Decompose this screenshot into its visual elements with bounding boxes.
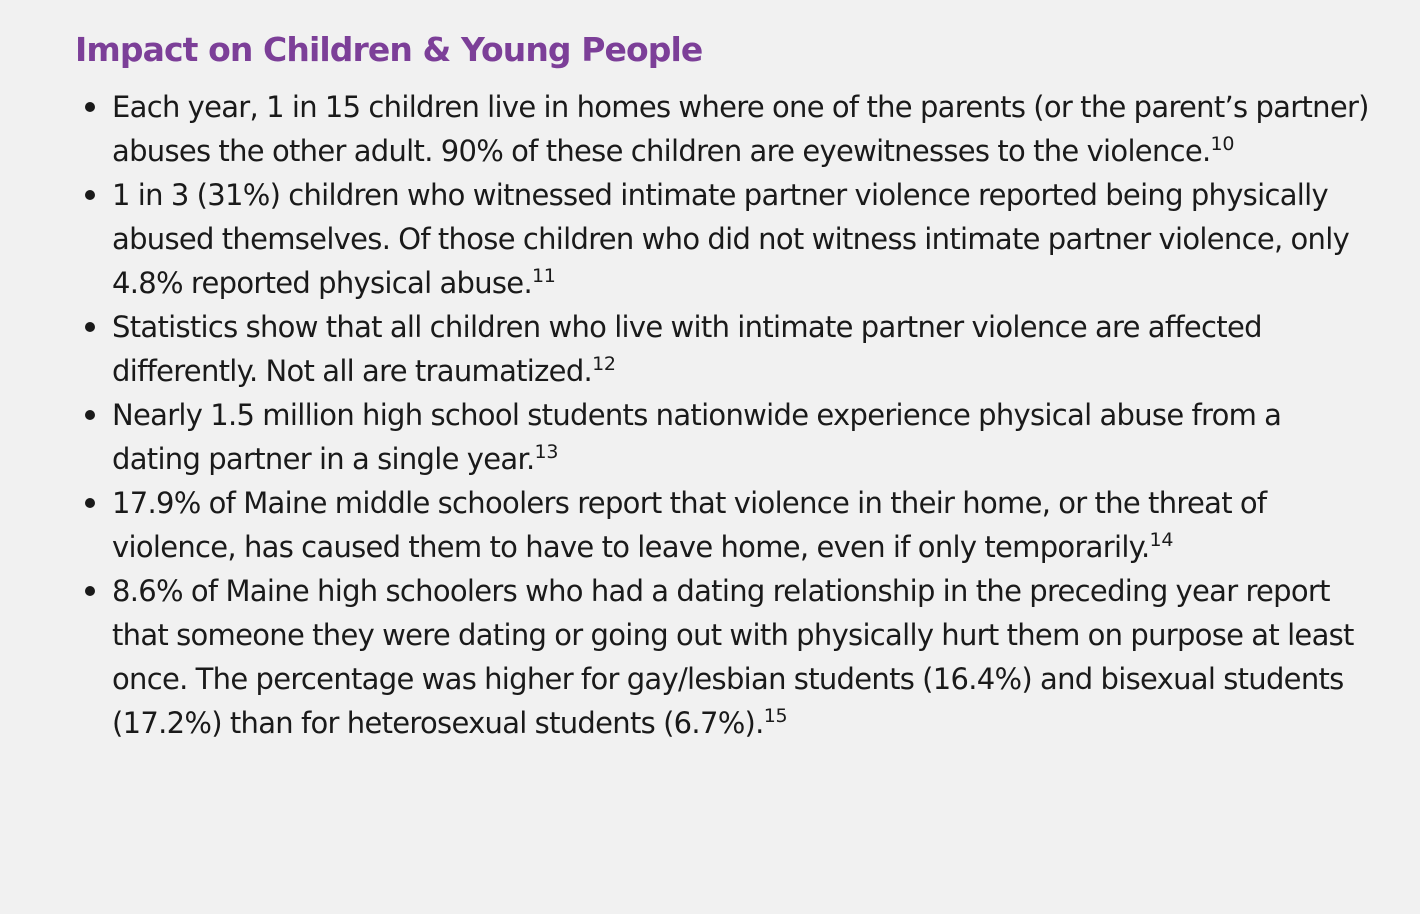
list-item	[75, 481, 1375, 569]
section-heading: Impact on Children & Young People	[75, 30, 703, 69]
fact-text: Statistics show that all children who live with intimate partner violence are affected differently. Not all are traumatized.	[112, 310, 1262, 388]
footnote-ref: 12	[592, 353, 616, 375]
fact-text: Nearly 1.5 million high school students nationwide experience physical abuse from a dating partner in a single year.	[112, 398, 1282, 476]
fact-text: 1 in 3 (31%) children who witnessed intimate partner violence reported being physically abused themselves. Of those children who did not witness intimate partner violence, only 4.8% reported physical abuse.	[112, 178, 1350, 300]
footnote-ref: 11	[531, 265, 556, 287]
bullet-icon	[85, 190, 95, 200]
bullet-icon	[85, 410, 95, 420]
fact-text: 17.9% of Maine middle schoolers report that violence in their home, or the threat of violence, has caused them to have to leave home, even if only temporarily.	[112, 486, 1267, 564]
bullet-icon	[85, 322, 95, 332]
list-item	[75, 569, 1375, 745]
list-item	[75, 305, 1375, 393]
footnote-ref: 13	[534, 441, 559, 463]
content-section	[75, 29, 1375, 745]
list-item	[75, 173, 1375, 305]
bullet-icon	[85, 102, 95, 112]
footnote-ref: 15	[763, 705, 788, 727]
footnote-ref: 14	[1149, 529, 1174, 551]
list-item	[75, 393, 1375, 481]
bullet-icon	[85, 586, 95, 596]
list-item	[75, 85, 1375, 173]
fact-list	[75, 85, 1375, 745]
footnote-ref: 10	[1210, 133, 1235, 155]
fact-text: 8.6% of Maine high schoolers who had a dating relationship in the preceding year report that someone they were dating or going out with physically hurt them on purpose at least once. The percentage was higher for gay/lesbian students (16.4%) and bisexual students (17.2%) than for heterosexual students (6.7%).	[112, 574, 1354, 740]
fact-text: Each year, 1 in 15 children live in homes where one of the parents (or the parent’s partner) abuses the other adult. 90% of these children are eyewitnesses to the violence.	[112, 90, 1369, 168]
bullet-icon	[85, 498, 95, 508]
